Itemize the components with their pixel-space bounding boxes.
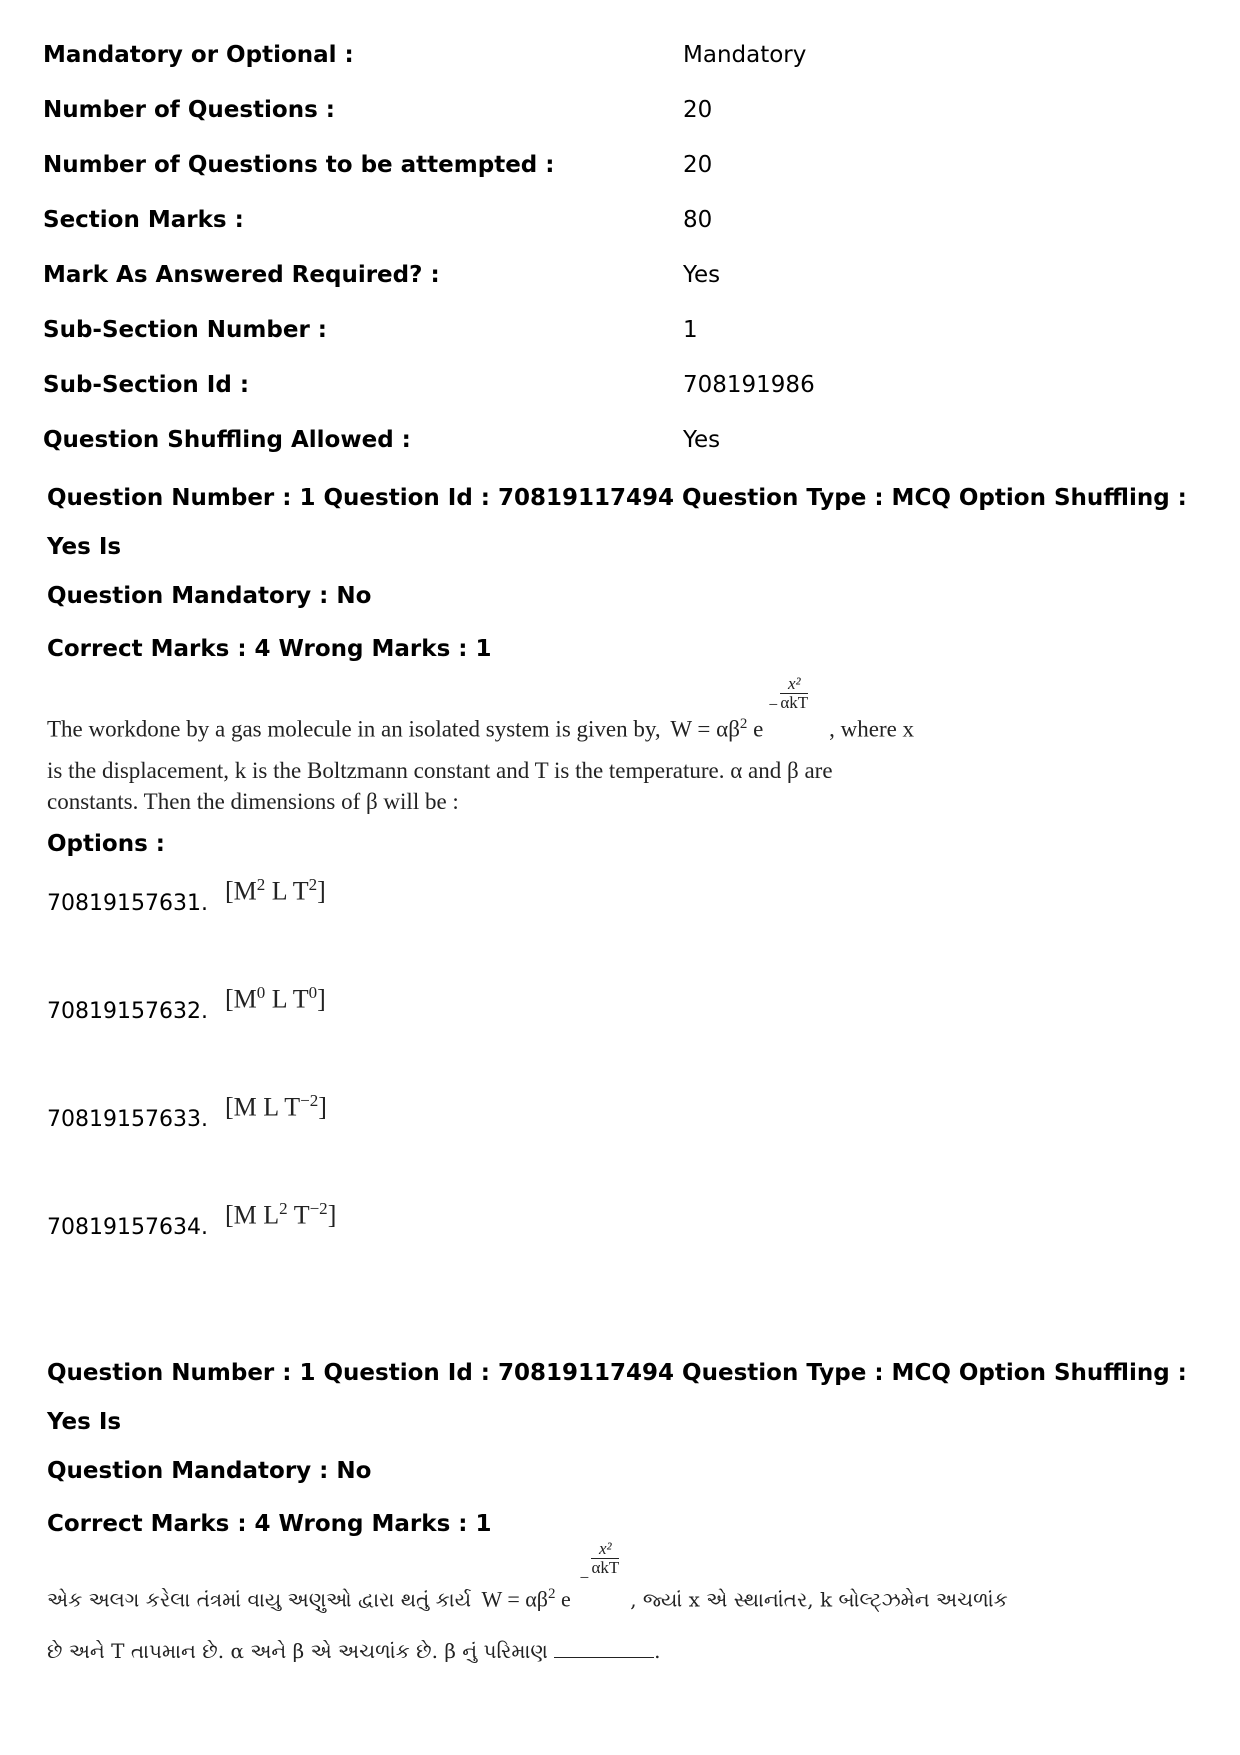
- option-expr-p2: 0: [308, 982, 318, 1002]
- option-expr-p2: 2: [308, 874, 318, 894]
- meta-row: [43, 419, 1193, 474]
- formula-exponent: [780, 675, 808, 712]
- option-id: 70819157631.: [47, 890, 208, 916]
- meta-value: 20: [683, 97, 713, 123]
- question-header-line2: Question Mandatory : No: [47, 583, 372, 609]
- meta-label: Mark As Answered Required? :: [43, 262, 440, 288]
- question-text: [47, 674, 1207, 817]
- meta-label: Number of Questions to be attempted :: [43, 152, 555, 178]
- meta-row: [43, 199, 1193, 254]
- question-text-line2-end: .: [654, 1639, 661, 1664]
- meta-label: Section Marks :: [43, 207, 244, 233]
- question-block-english: [47, 474, 1207, 1299]
- question-text-part1: એક અલગ કરેલા તંત્રમાં વાયુ અણુઓ દ્વારા થતું કાર્ય: [47, 1587, 472, 1612]
- meta-value: Yes: [683, 427, 721, 453]
- meta-row: [43, 144, 1193, 199]
- options-label: Options :: [47, 830, 165, 857]
- question-text-part1: The workdone by a gas molecule in an isolated system is given by,: [47, 716, 661, 742]
- meta-label: Sub-Section Id :: [43, 372, 250, 398]
- meta-value: 708191986: [683, 372, 815, 398]
- formula-exp-denominator: αkT: [780, 693, 809, 712]
- formula-exp-minus: −: [768, 695, 778, 714]
- option-expr-base: [M: [225, 984, 257, 1014]
- meta-row: [43, 309, 1193, 364]
- option-expr-base: [M L: [225, 1200, 280, 1230]
- meta-value: Yes: [683, 262, 721, 288]
- section-meta-table: [43, 34, 1193, 474]
- question-text-line2: is the displacement, k is the Boltzmann constant and T is the temperature. α and β are: [47, 757, 833, 783]
- question-text-line2: છે અને T તાપમાન છે. α અને β એ અચળાંક છે. β નું પરિમાણ: [47, 1639, 548, 1664]
- option-id: 70819157632.: [47, 998, 208, 1024]
- option-id: 70819157634.: [47, 1214, 208, 1240]
- answer-blank: [554, 1639, 654, 1658]
- option-expr-mid: L T: [265, 876, 309, 906]
- meta-row: [43, 89, 1193, 144]
- meta-value: Mandatory: [683, 42, 807, 68]
- question-text-line3: constants. Then the dimensions of β will be :: [47, 788, 459, 814]
- option-expr-end: ]: [317, 984, 326, 1014]
- formula-exp-denominator: αkT: [591, 1558, 620, 1577]
- work-formula: [481, 1539, 626, 1625]
- question-header-line1: Question Number : 1 Question Id : 70819117494 Question Type : MCQ Option Shuffling : Yes Is: [47, 1360, 1187, 1435]
- meta-label: Number of Questions :: [43, 97, 335, 123]
- formula-main: W = αβ: [481, 1586, 548, 1612]
- option-item: [47, 975, 1207, 1083]
- meta-row: [43, 254, 1193, 309]
- question-header-line1: Question Number : 1 Question Id : 70819117494 Question Type : MCQ Option Shuffling : Yes Is: [47, 485, 1187, 560]
- meta-label: Sub-Section Number :: [43, 317, 328, 343]
- formula-exponent: [591, 1540, 619, 1577]
- question-header-line2: Question Mandatory : No: [47, 1458, 372, 1484]
- option-id: 70819157633.: [47, 1106, 208, 1132]
- option-expression: [225, 1091, 327, 1123]
- option-expr-end: ]: [317, 876, 326, 906]
- formula-exp-numerator: x²: [780, 675, 808, 694]
- question-text-part2: , where x: [829, 716, 915, 742]
- meta-value: 20: [683, 152, 713, 178]
- question-block-gujarati: [47, 1349, 1207, 1677]
- work-formula: [670, 674, 825, 745]
- option-item: [47, 1083, 1207, 1191]
- option-expr-end: ]: [318, 1092, 327, 1122]
- option-expr-base: [M L T: [225, 1092, 301, 1122]
- option-expression: [225, 983, 326, 1015]
- question-marks: Correct Marks : 4 Wrong Marks : 1: [47, 636, 492, 662]
- option-expr-p1: 2: [256, 874, 266, 894]
- meta-value: 1: [683, 317, 698, 343]
- option-expr-base: [M: [225, 876, 257, 906]
- option-expr-p1: 0: [256, 982, 266, 1002]
- question-text-part2: , જ્યાં x એ સ્થાનાંતર, k બોલ્ટ્ઝમેન અચળાંક: [630, 1587, 1008, 1612]
- question-header: [47, 474, 1207, 621]
- option-expr-p2: −2: [300, 1090, 319, 1110]
- option-expr-mid: L T: [265, 984, 309, 1014]
- meta-label: Mandatory or Optional :: [43, 42, 354, 68]
- formula-square: 2: [547, 1586, 556, 1602]
- formula-e: e: [753, 716, 764, 742]
- option-expression: [225, 875, 326, 907]
- option-item: [47, 1191, 1207, 1299]
- meta-value: 80: [683, 207, 713, 233]
- option-expr-end: ]: [327, 1200, 337, 1230]
- meta-row: [43, 34, 1193, 89]
- formula-main: W = αβ: [670, 716, 740, 742]
- option-item: [47, 867, 1207, 975]
- question-marks: Correct Marks : 4 Wrong Marks : 1: [47, 1511, 492, 1537]
- question-text: [47, 1539, 1207, 1677]
- formula-square: 2: [739, 716, 748, 732]
- options-list: [47, 867, 1207, 1299]
- option-expr-mid: T: [287, 1200, 310, 1230]
- formula-e: e: [560, 1586, 571, 1612]
- option-expression: [225, 1199, 336, 1231]
- question-header: [47, 1349, 1207, 1496]
- option-expr-p2: −2: [309, 1198, 328, 1218]
- meta-label: Question Shuffling Allowed :: [43, 427, 411, 453]
- formula-exp-minus: −: [579, 1568, 590, 1587]
- option-expr-p1: 2: [279, 1198, 288, 1218]
- meta-row: [43, 364, 1193, 419]
- formula-exp-numerator: x²: [591, 1540, 619, 1559]
